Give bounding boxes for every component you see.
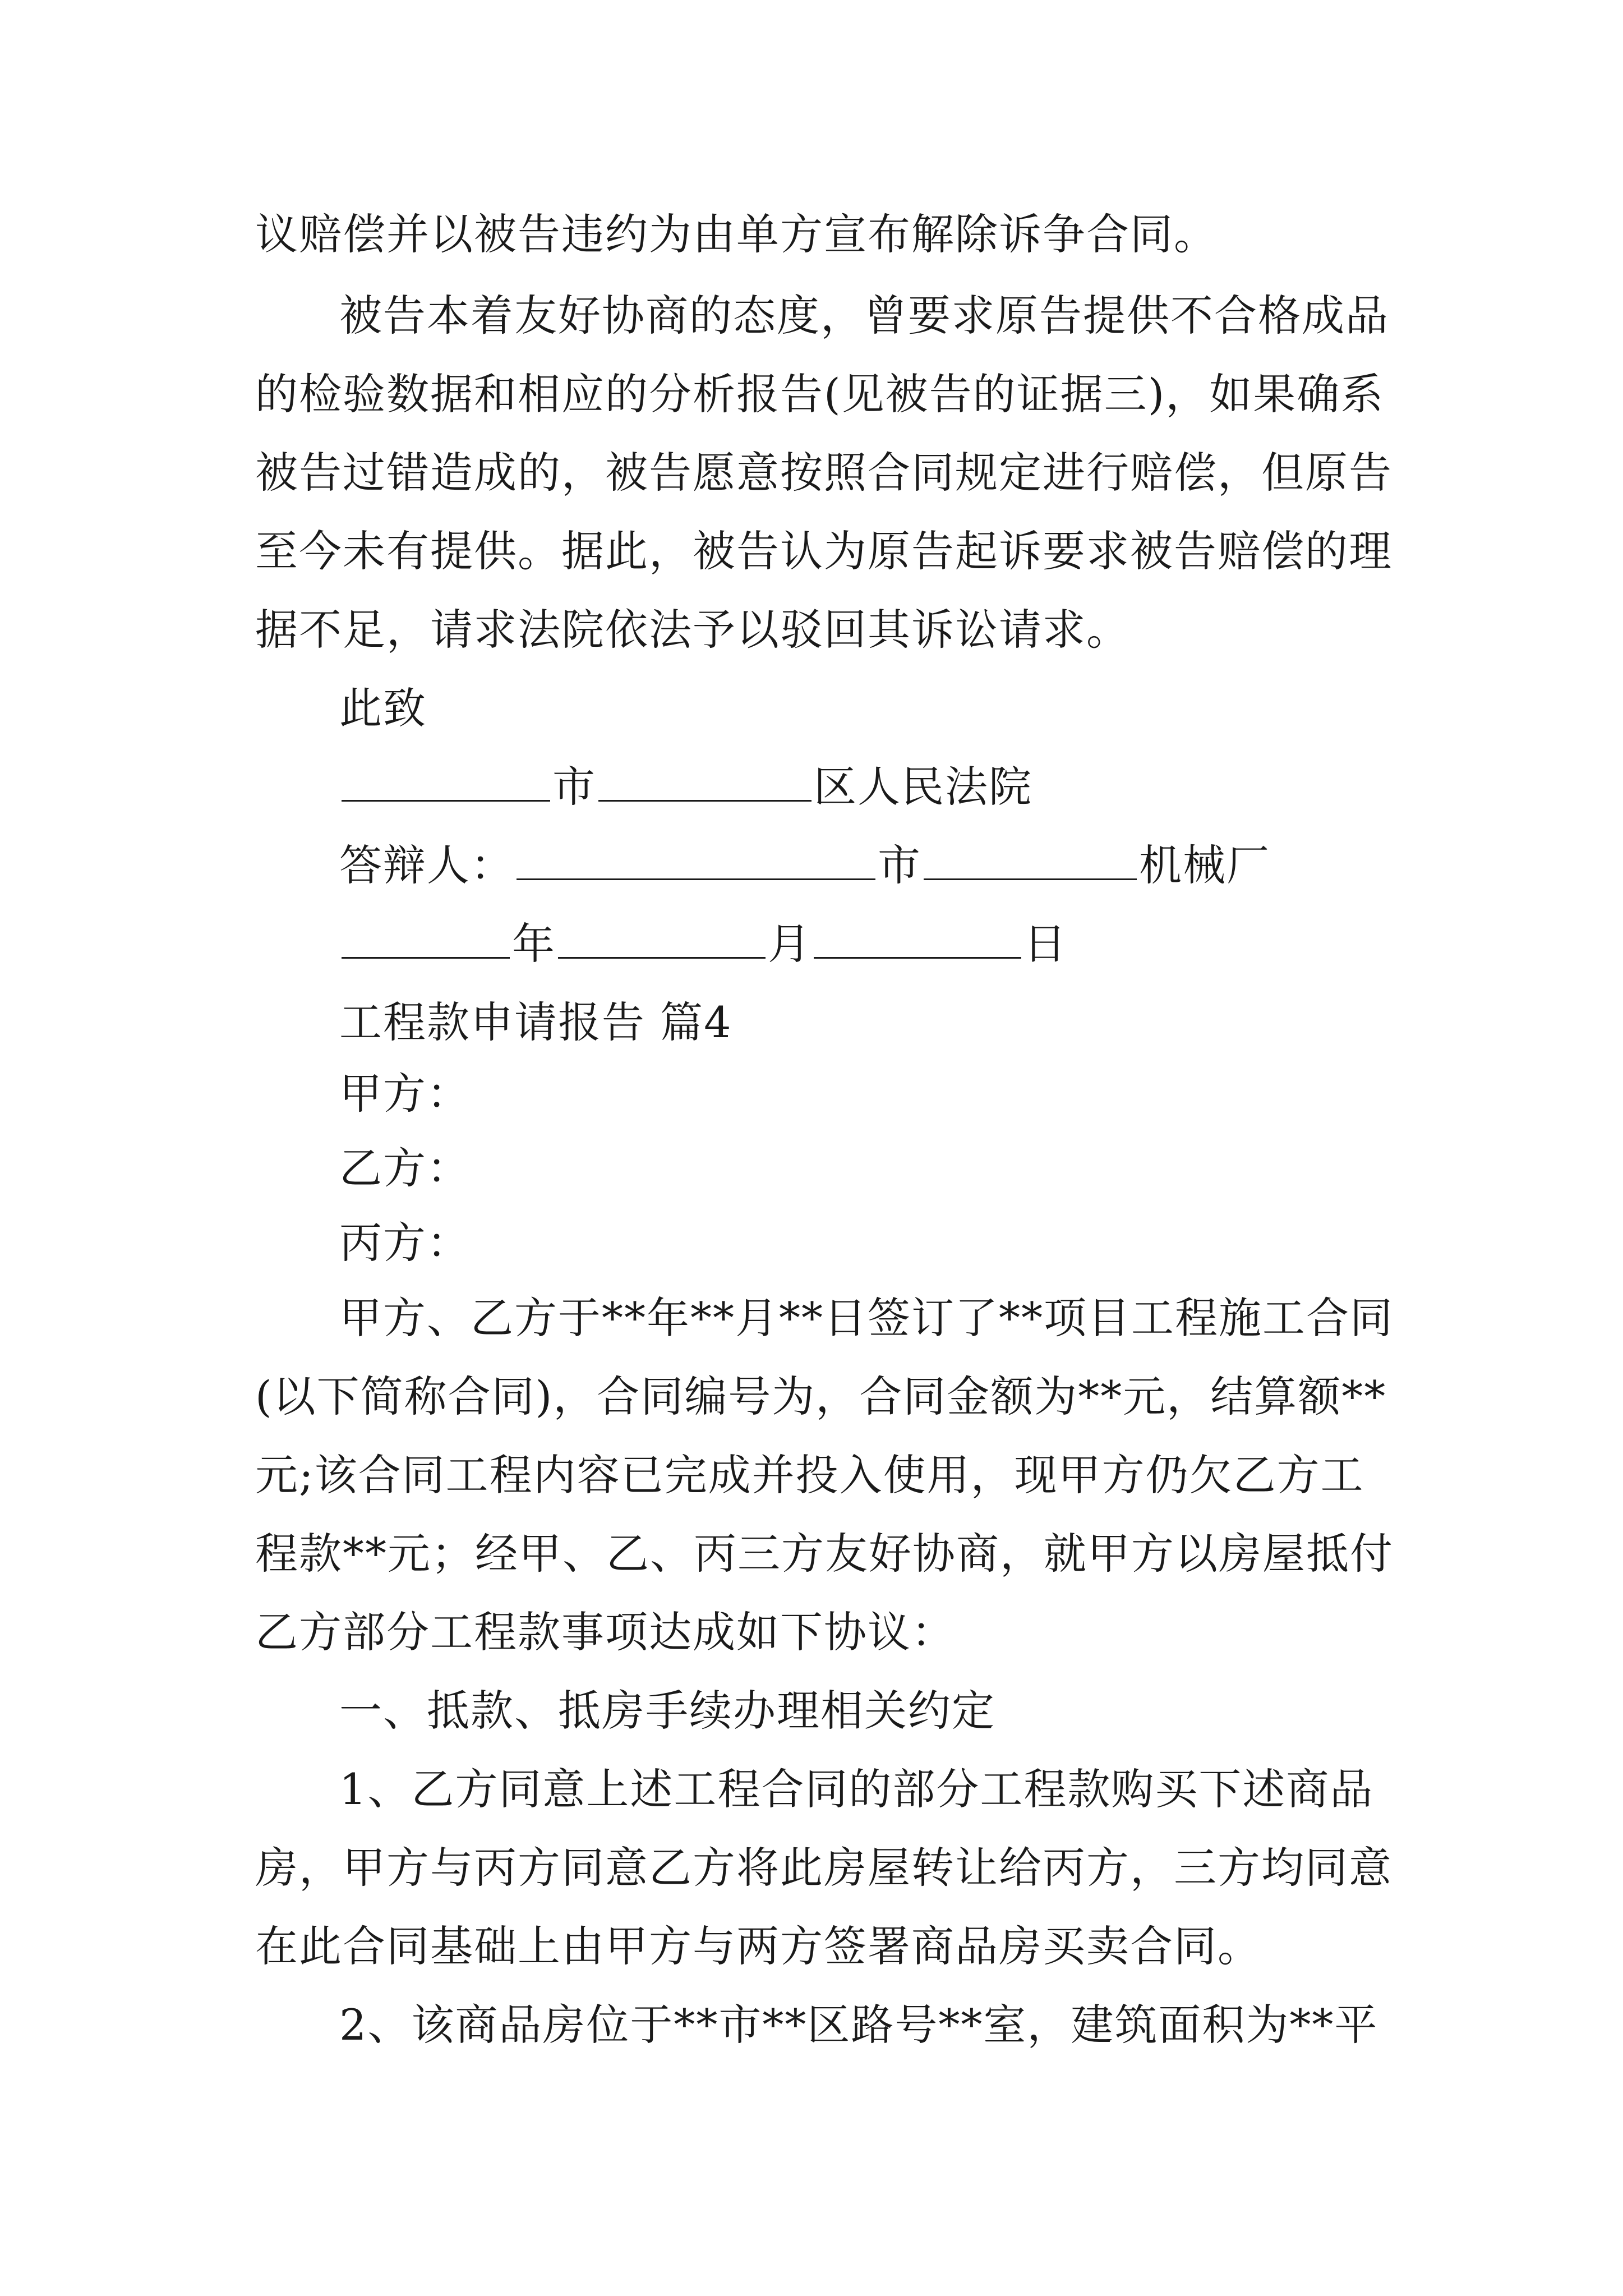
blank-field: [598, 761, 811, 802]
court-name-label: 区人民法院: [814, 762, 1032, 812]
paragraph-line: 在此合同基础上由甲方与两方签署商品房买卖合同。: [255, 1921, 1261, 1971]
paragraph-line: 甲方、乙方于**年**月**日签订了**项目工程施工合同: [339, 1293, 1394, 1343]
clause-heading: 一、抵款、抵房手续办理相关约定: [339, 1686, 995, 1736]
paragraph-line: (以下简称合同)，合同编号为，合同金额为**元，结算额**: [255, 1372, 1387, 1421]
paragraph-line: 房，甲方与丙方同意乙方将此房屋转让给丙方，三方均同意: [255, 1843, 1393, 1893]
month-label: 月: [768, 919, 811, 969]
section-heading: 工程款申请报告 篇4: [339, 997, 732, 1047]
paragraph-line: 的检验数据和相应的分析报告(见被告的证据三)，如果确系: [255, 369, 1385, 419]
party-a-label: 甲方：: [339, 1069, 471, 1119]
paragraph-line: 2、该商品房位于**市**区路号**室，建筑面积为**平: [339, 2000, 1378, 2050]
party-c-label: 丙方：: [339, 1218, 471, 1268]
blank-field: [924, 839, 1137, 880]
respondent-city-label: 市: [878, 840, 921, 890]
paragraph-line: 至今未有提供。据此，被告认为原告起诉要求被告赔偿的理: [255, 526, 1393, 576]
respondent-factory-label: 机械厂: [1139, 840, 1270, 890]
blank-field: [814, 918, 1021, 959]
court-address: [339, 759, 1032, 815]
paragraph-line: 据不足，请求法院依法予以驳回其诉讼请求。: [255, 605, 1130, 655]
court-city-label: 市: [552, 762, 596, 812]
respondent-label: 答辩人：: [339, 840, 514, 890]
blank-field: [517, 839, 875, 880]
blank-field: [342, 761, 550, 802]
respondent-line: [339, 838, 1270, 894]
salutation: 此致: [339, 683, 427, 733]
year-label: 年: [512, 919, 556, 969]
paragraph-line: 议赔偿并以被告违约为由单方宣布解除诉争合同。: [255, 209, 1218, 259]
paragraph-line: 被告本着友好协商的态度，曾要求原告提供不合格成品: [339, 291, 1389, 341]
paragraph-line: 程款**元；经甲、乙、丙三方友好协商，就甲方以房屋抵付: [255, 1529, 1394, 1579]
party-b-label: 乙方：: [339, 1143, 471, 1193]
paragraph-line: 元;该合同工程内容已完成并投入使用，现甲方仍欠乙方工: [255, 1450, 1364, 1500]
date-line: [339, 916, 1067, 972]
paragraph-line: 乙方部分工程款事项达成如下协议：: [255, 1607, 955, 1657]
paragraph-line: 1、乙方同意上述工程合同的部分工程款购买下述商品: [339, 1764, 1374, 1814]
blank-field: [342, 918, 510, 959]
paragraph-line: 被告过错造成的，被告愿意按照合同规定进行赔偿，但原告: [255, 448, 1393, 498]
day-label: 日: [1023, 919, 1067, 969]
blank-field: [558, 918, 766, 959]
